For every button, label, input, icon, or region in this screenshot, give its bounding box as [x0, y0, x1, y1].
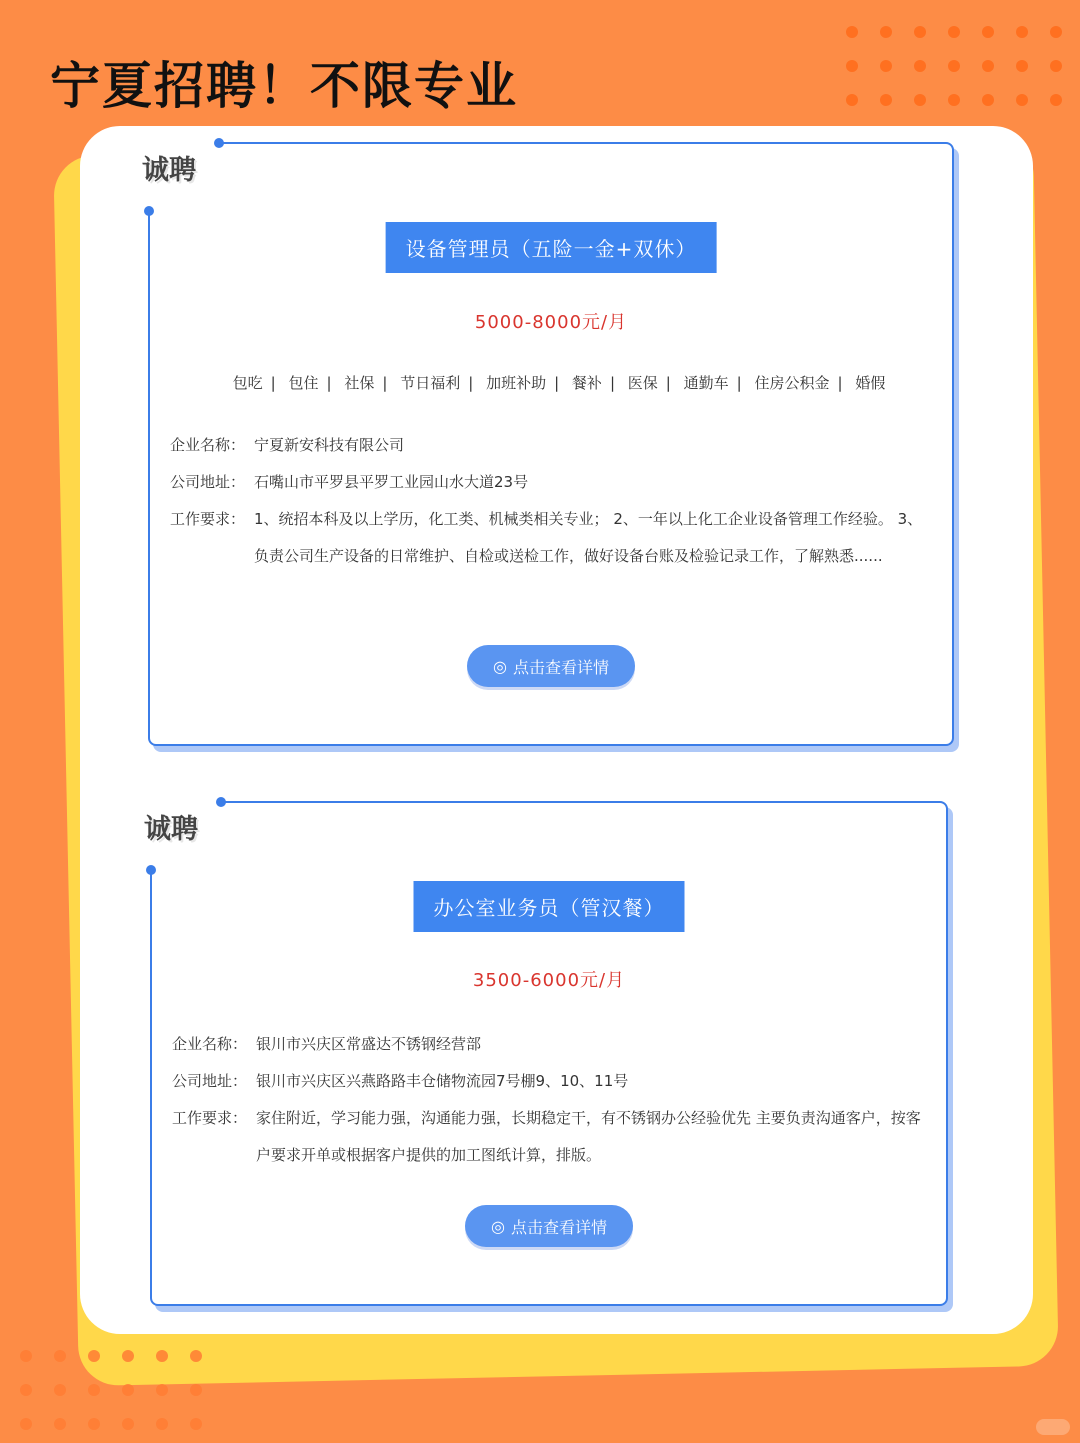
benefit-item: 医保	[627, 374, 658, 392]
job-position-title: 办公室业务员（管汉餐）	[414, 881, 685, 932]
job-requirements: 家住附近，学习能力强，沟通能力强，长期稳定干，有不锈钢办公经验优先 主要负责沟通客户，按客户要求开单或根据客户提供的加工图纸计算，排版。	[256, 1109, 921, 1164]
view-details-button[interactable]	[465, 1205, 633, 1247]
view-details-label: 点击查看详情	[510, 1217, 607, 1237]
compass-icon: ◎	[491, 1216, 505, 1236]
page-title: 宁夏招聘！不限专业	[50, 57, 518, 115]
hiring-tag: 诚聘	[144, 814, 198, 845]
address-label: 公司地址：	[172, 1072, 248, 1090]
requirements-row	[172, 1100, 928, 1174]
benefit-item: 婚假	[855, 374, 886, 392]
benefit-item: 社保	[344, 374, 375, 392]
company-row	[170, 427, 934, 464]
view-details-button[interactable]	[467, 645, 635, 687]
card-corner-dot	[214, 138, 224, 148]
job-salary: 3500-6000元/月	[472, 970, 626, 991]
card-corner-dot	[216, 797, 226, 807]
benefit-item: 加班补助	[486, 374, 547, 392]
job-card	[144, 801, 948, 1306]
benefit-item: 餐补	[571, 374, 602, 392]
card-corner-dot	[146, 865, 156, 875]
hiring-tag: 诚聘	[142, 155, 196, 186]
company-label: 企业名称：	[172, 1035, 248, 1053]
job-position-title: 设备管理员（五险一金+双休）	[386, 222, 717, 273]
company-name: 银川市兴庆区常盛达不锈钢经营部	[256, 1035, 482, 1053]
benefit-item: 包住	[288, 374, 319, 392]
benefit-item: 节日福利	[400, 374, 461, 392]
benefit-item: 通勤车	[683, 374, 729, 392]
job-salary: 5000-8000元/月	[474, 312, 628, 333]
decorative-dots-bottom-left	[20, 1350, 202, 1430]
compass-icon: ◎	[493, 656, 507, 676]
job-card	[142, 142, 954, 746]
address-row	[172, 1063, 928, 1100]
benefits-list: 包吃 | 包住 | 社保 | 节日福利 | 加班补助 | 餐补 | 医保 | 通勤车 | 住房公积金 | 婚假	[232, 374, 886, 392]
company-address: 银川市兴庆区兴燕路路丰仓储物流园7号棚9、10、11号	[256, 1072, 629, 1090]
card-corner-dot	[144, 206, 154, 216]
company-address: 石嘴山市平罗县平罗工业园山水大道23号	[254, 473, 529, 491]
benefit-item: 包吃	[232, 374, 263, 392]
view-details-label: 点击查看详情	[512, 657, 609, 677]
address-label: 公司地址：	[170, 473, 246, 491]
company-row	[172, 1026, 928, 1063]
job-info	[172, 1026, 928, 1174]
requirements-label: 工作要求：	[170, 510, 246, 528]
decorative-dots-top-right	[846, 26, 1062, 106]
company-label: 企业名称：	[170, 436, 246, 454]
job-requirements: 1、统招本科及以上学历，化工类、机械类相关专业； 2、一年以上化工企业设备管理工作经验。 3、负责公司生产设备的日常维护、自检或送检工作，做好设备台账及检验记录工作，了解熟悉......	[254, 510, 923, 565]
requirements-label: 工作要求：	[172, 1109, 248, 1127]
address-row	[170, 464, 934, 501]
benefit-item: 住房公积金	[754, 374, 830, 392]
company-name: 宁夏新安科技有限公司	[254, 436, 405, 454]
requirements-row	[170, 501, 934, 575]
job-info	[170, 427, 934, 575]
watermark	[1036, 1419, 1070, 1435]
